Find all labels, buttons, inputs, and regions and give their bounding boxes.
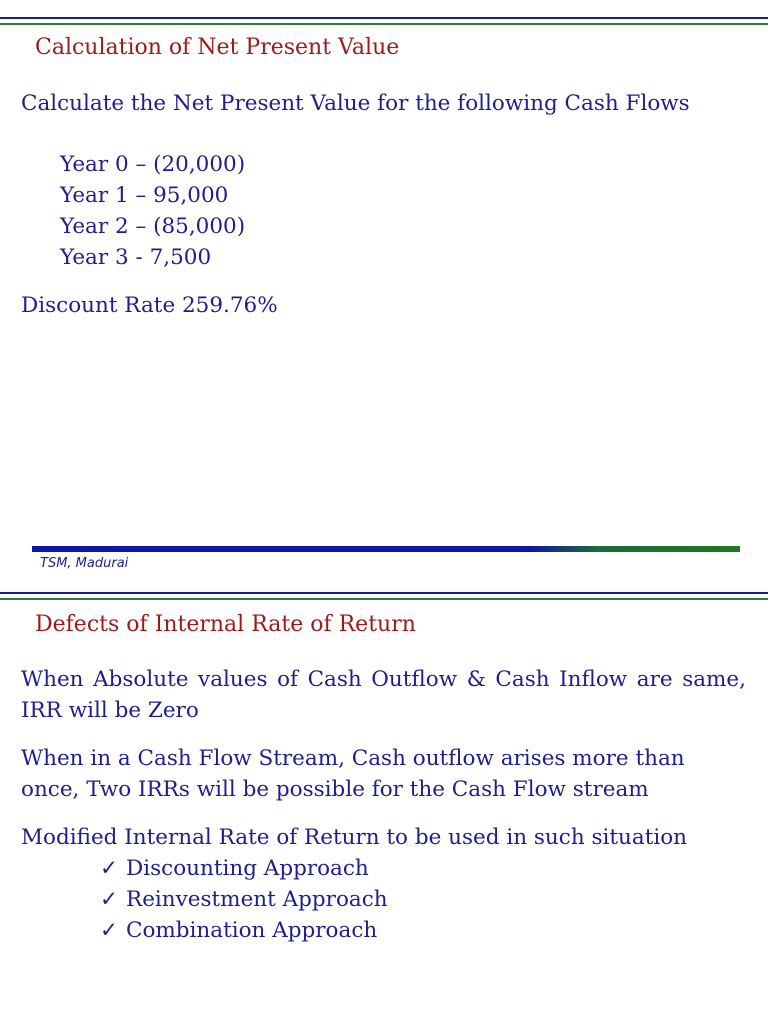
top-rule-green	[0, 23, 768, 25]
defect-point-3: Modified Internal Rate of Return to be used in such situation	[21, 825, 688, 850]
top-rule-green	[0, 598, 768, 600]
cash-flow-item: Year 2 – (85,000)	[60, 214, 246, 239]
approach-item	[100, 853, 388, 884]
top-rule-blue	[0, 17, 768, 19]
slide-title: Defects of Internal Rate of Return	[35, 612, 416, 637]
footer-text: TSM, Madurai	[40, 556, 129, 571]
approach-label: Reinvestment Approach	[126, 887, 388, 912]
intro-text: Calculate the Net Present Value for the following Cash Flows	[21, 91, 690, 116]
slide-title: Calculation of Net Present Value	[35, 35, 400, 60]
cash-flow-list	[60, 149, 245, 273]
cash-flow-item: Year 3 - 7,500	[60, 245, 212, 270]
approach-item	[100, 884, 388, 915]
approach-list	[100, 853, 388, 946]
footer-bar	[32, 546, 740, 552]
cash-flow-item: Year 0 – (20,000)	[60, 152, 246, 177]
discount-rate: Discount Rate 259.76%	[21, 293, 278, 318]
approach-label: Discounting Approach	[126, 856, 369, 881]
approach-label: Combination Approach	[126, 918, 378, 943]
defect-point-2: When in a Cash Flow Stream, Cash outflow arises more than once, Two IRRs will be possible for the Cash Flow stream	[21, 746, 685, 802]
approach-item	[100, 915, 388, 946]
defect-point-1: When Absolute values of Cash Outflow & Cash Inflow are same, IRR will be Zero	[21, 667, 746, 723]
top-rule-blue	[0, 592, 768, 594]
check-icon: ✓	[100, 887, 119, 912]
check-icon: ✓	[100, 918, 119, 943]
cash-flow-item: Year 1 – 95,000	[60, 183, 229, 208]
check-icon: ✓	[100, 856, 119, 881]
